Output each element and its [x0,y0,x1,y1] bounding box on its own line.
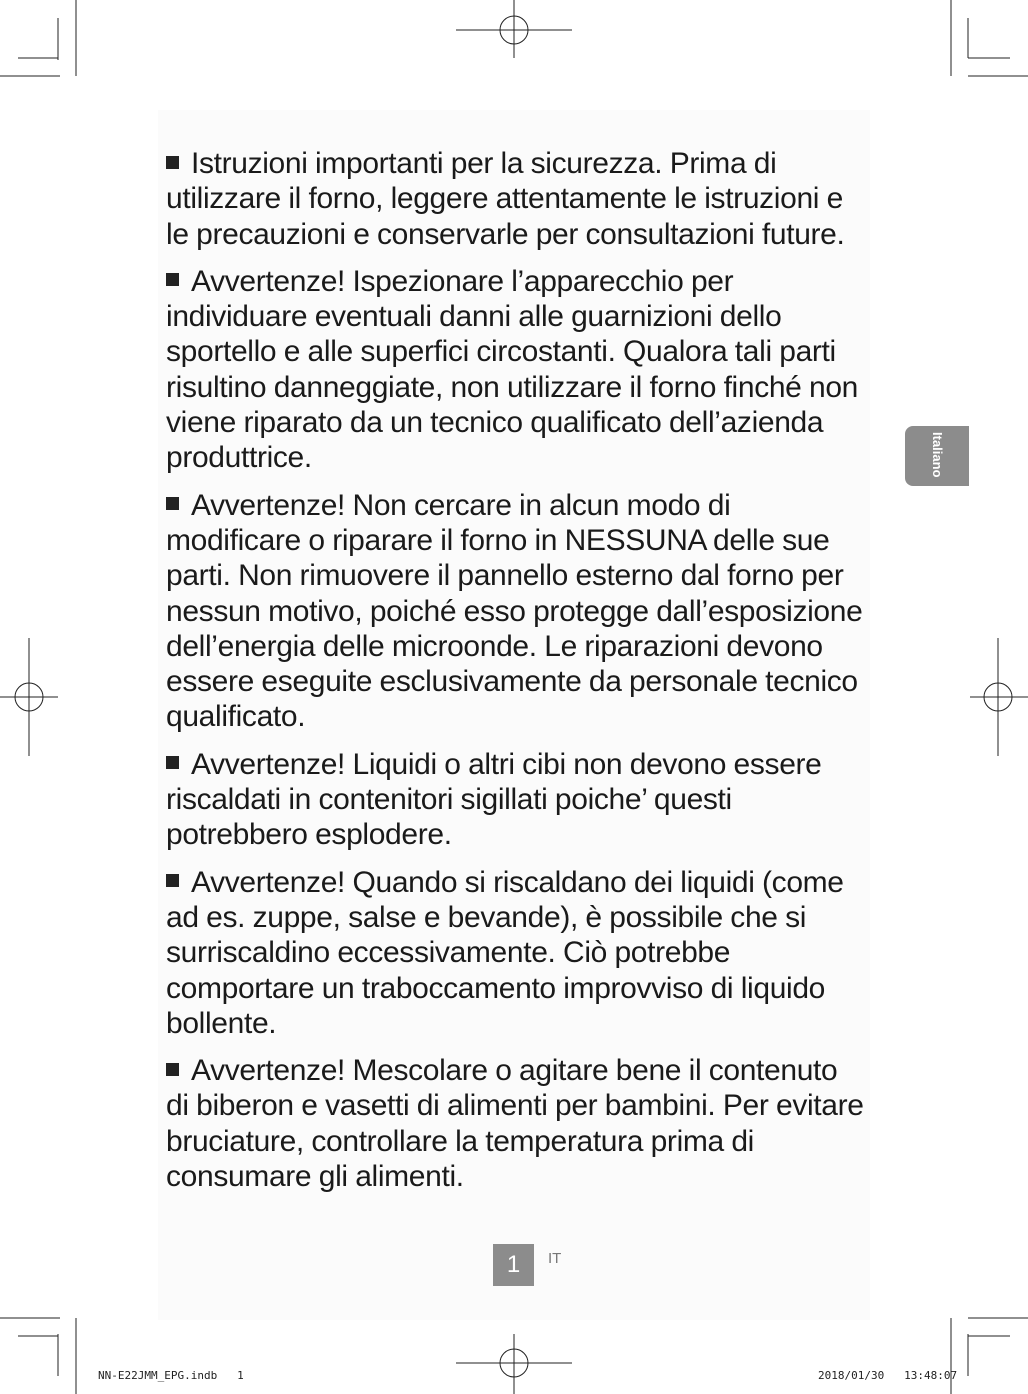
language-tab-label: Italiano [930,432,945,478]
paragraph-safety-instructions: Istruzioni importanti per la sicurezza. Prima di utilizzare il forno, leggere attentamente le istruzioni e le precauzioni e conservarle per consultazioni future. [166,147,845,251]
language-tab [905,426,969,486]
page-number: 1 [493,1244,534,1286]
paragraph-liquids-warning: Avvertenze! Quando si riscaldano dei liquidi (come ad es. zuppe, salse e bevande), è possibile che si surriscaldino eccessivamente. Ciò potrebbe comportare un traboccamento improvviso di liquido bollente. [166,865,844,1040]
slug-datetime: 2018/01/30 13:48:07 [818,1369,958,1382]
square-bullet-icon [166,1063,179,1076]
square-bullet-icon [166,156,179,169]
square-bullet-icon [166,874,179,887]
square-bullet-icon [166,497,179,510]
safety-instructions [166,146,866,1206]
square-bullet-icon [166,756,179,769]
slug-file-info: NN-E22JMM_EPG.indb 1 [98,1369,244,1382]
page-language-code: IT [548,1250,562,1267]
paragraph-inspect-warning: Avvertenze! Ispezionare l’apparecchio per individuare eventuali danni alle guarnizioni dello sportello e alle superfici circostanti. Qualora tali parti risultino danneggiate, non utilizzare il forno finché non viene riparato da un tecnico qualificato dell’azienda produttrice. [166,264,859,475]
paragraph-repair-warning: Avvertenze! Non cercare in alcun modo di modificare o riparare il forno in NESSUNA delle sue parti. Non rimuovere il pannello esterno dal forno per nessun motivo, poiché esso protegge dall’esposizione dell’energia delle microonde. Le riparazioni devono essere eseguite esclusivamente da personale tecnico qualificato. [166,488,863,734]
square-bullet-icon [166,273,179,286]
paragraph-baby-food-warning: Avvertenze! Mescolare o agitare bene il contenuto di biberon e vasetti di alimenti per bambini. Per evitare bruciature, controllare la temperatura prima di consumare gli alimenti. [166,1054,864,1194]
paragraph-sealed-containers-warning: Avvertenze! Liquidi o altri cibi non devono essere riscaldati in contenitori sigillati poiche’ questi potrebbero esplodere. [166,747,822,852]
